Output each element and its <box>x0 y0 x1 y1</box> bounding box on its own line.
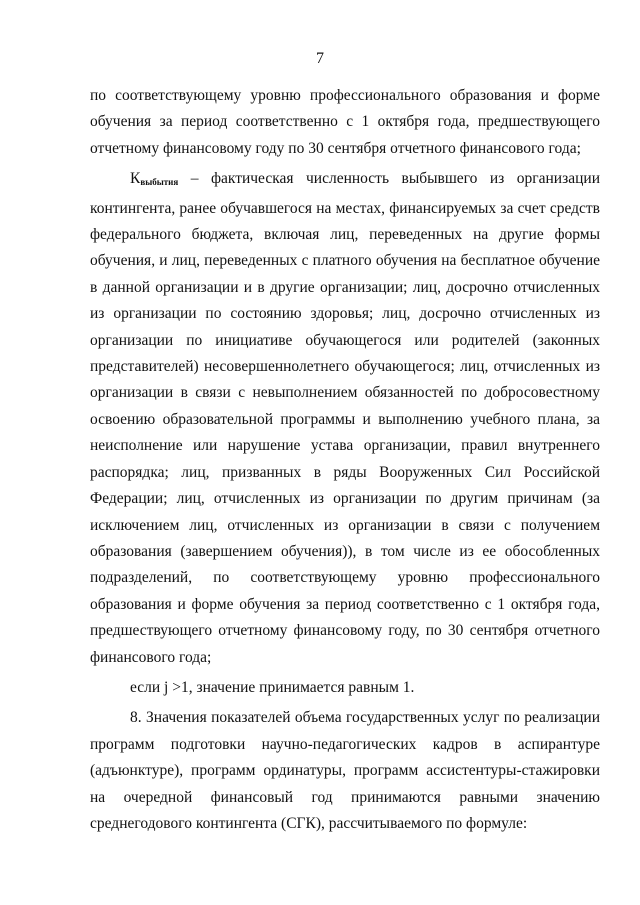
definition-subscript: выбытия <box>140 177 179 188</box>
document-body <box>90 83 600 841</box>
definition-text: – фактическая численность выбывшего из организации контингента, ранее обучавшегося на местах, финансируемых за счет средств федерального бюджета, включая лиц, переведенных на другие формы обучения, и лиц, переведенных с платного обучения на бесплатное обучение в данной организации и в другие организации; лиц, досрочно отчисленных из организации по состоянию здоровья; лиц, досрочно отчисленных из организации по инициативе обучающегося или родителей (законных представителей) несовершеннолетнего обучающегося; лиц, отчисленных из организации в связи с невыполнением обязанностей по добросовестному освоению образовательной программы и выполнению учебного плана, за неисполнение или нарушение устава организации, правил внутреннего распорядка; лиц, призванных в ряды Вооруженных Сил Российской Федерации; лиц, отчисленных из организации по другим причинам (за исключением лиц, отчисленных из организации в связи с получением образования (завершением обучения)), в том числе из ее обособленных подразделений, по соответствующему уровню профессионального образования и форме обучения за период соответственно с 1 октября года, предшествующего отчетному финансовому году, по 30 сентября отчетного финансового года; <box>90 170 600 666</box>
condition-line: если j >1, значение принимается равным 1. <box>130 678 415 696</box>
definition-symbol: К <box>130 170 141 188</box>
paragraph-continuation: по соответствующему уровню профессионального образования и форме обучения за период соответственно с 1 октября года, предшествующего отчетному финансовому году по 30 сентября отчетного финансового года; <box>90 87 600 157</box>
paragraph-8: 8. Значения показателей объема государственных услуг по реализации программ подготовки научно-педагогических кадров в аспирантуре (адъюнктуре), программ ординатуры, программ ассистентуры-стажировки на очередной финансовый год принимаются равными значению среднегодового контингента (СГК), рассчитываемого по формуле: <box>90 709 600 832</box>
page-number: 7 <box>316 50 324 67</box>
definition-paragraph <box>90 166 600 671</box>
